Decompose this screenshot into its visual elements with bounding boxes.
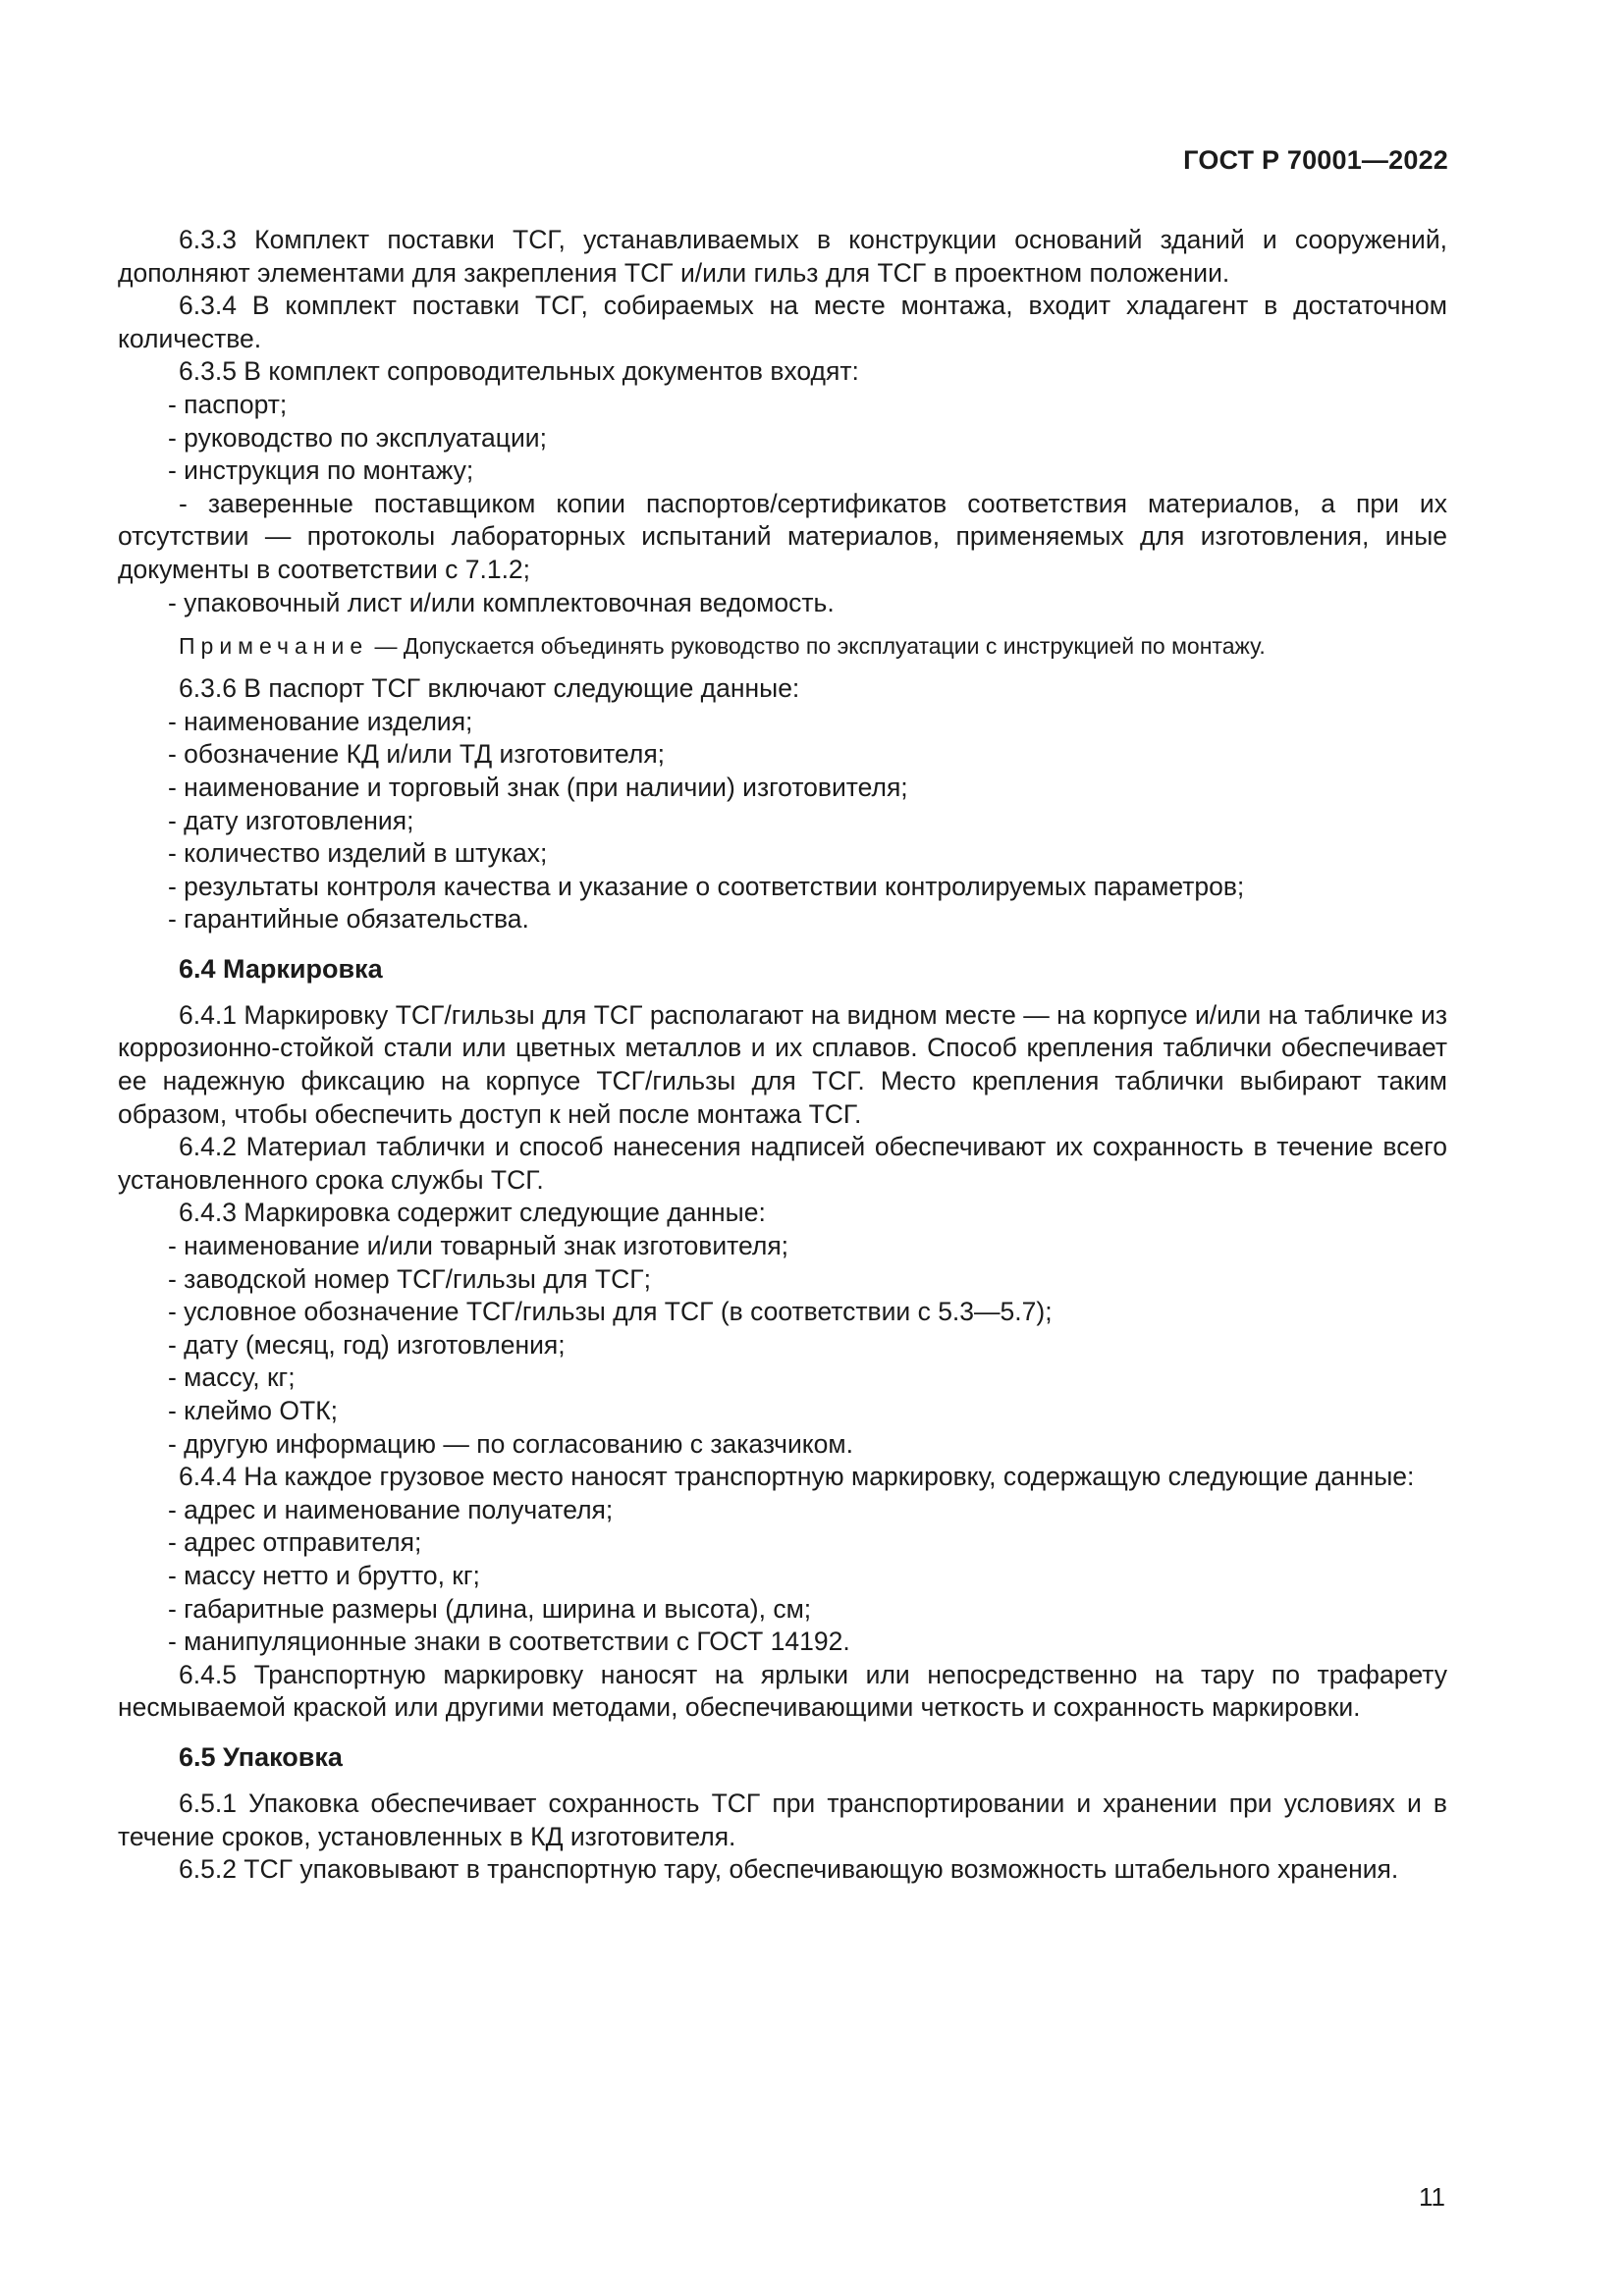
document-body bbox=[118, 224, 1447, 1887]
paragraph-6-4-3: 6.4.3 Маркировка содержит следующие данные: bbox=[179, 1198, 766, 1228]
paragraph-6-4-2: 6.4.2 Материал таблички и способ нанесения надписей обеспечивают их сохранность в течение всего установленного срока службы ТСГ. bbox=[118, 1132, 1447, 1195]
page-number: 11 bbox=[1419, 2182, 1445, 2212]
list-item: - наименование и/или товарный знак изготовителя; bbox=[168, 1231, 789, 1261]
paragraph-6-3-3: 6.3.3 Комплект поставки ТСГ, устанавливаемых в конструкции оснований зданий и сооружений, дополняют элементами для закрепления ТСГ и/или гильз для ТСГ в проектном положении. bbox=[118, 225, 1447, 288]
list-item: - гарантийные обязательства. bbox=[168, 904, 529, 934]
list-item: - дату (месяц, год) изготовления; bbox=[168, 1329, 566, 1360]
section-heading-6-4: 6.4 Маркировка bbox=[179, 953, 383, 984]
list-item: - паспорт; bbox=[168, 389, 288, 419]
list-item: - наименование изделия; bbox=[168, 706, 473, 736]
list-item: - результаты контроля качества и указание о соответствии контролируемых параметров; bbox=[168, 871, 1245, 901]
list-item: - количество изделий в штуках; bbox=[168, 838, 548, 869]
list-item: - дату изготовления; bbox=[168, 805, 414, 835]
list-item: - заводской номер ТСГ/гильзы для ТСГ; bbox=[168, 1263, 651, 1294]
list-item: - габаритные размеры (длина, ширина и высота), см; bbox=[168, 1593, 812, 1624]
list-item: - наименование и торговый знак (при наличии) изготовителя; bbox=[168, 772, 908, 802]
paragraph-6-4-5: 6.4.5 Транспортную маркировку наносят на ярлыки или непосредственно на тару по трафарету несмываемой краской или другими методами, обеспечивающими четкость и сохранность маркировки. bbox=[118, 1659, 1447, 1723]
list-item: - другую информацию — по согласованию с заказчиком. bbox=[168, 1428, 853, 1459]
list-item: - массу, кг; bbox=[168, 1362, 296, 1393]
list-item: - упаковочный лист и/или комплектовочная ведомость. bbox=[168, 587, 835, 617]
list-item: - инструкция по монтажу; bbox=[168, 455, 474, 486]
paragraph-6-3-6: 6.3.6 В паспорт ТСГ включают следующие данные: bbox=[179, 673, 800, 704]
list-item: - руководство по эксплуатации; bbox=[168, 422, 547, 453]
list-item: - адрес и наименование получателя; bbox=[168, 1494, 614, 1524]
list-item: - условное обозначение ТСГ/гильзы для ТСГ (в соответствии с 5.3—5.7); bbox=[168, 1297, 1053, 1327]
section-heading-6-5: 6.5 Упаковка bbox=[179, 1741, 343, 1772]
note-text: — Допускается объединять руководство по эксплуатации с инструкцией по монтажу. bbox=[368, 633, 1266, 660]
paragraph-6-5-1: 6.5.1 Упаковка обеспечивает сохранность ТСГ при транспортировании и хранении при условиях и в течение сроков, установленных в КД изготовителя. bbox=[118, 1788, 1447, 1851]
note bbox=[179, 631, 1447, 661]
list-item: - массу нетто и брутто, кг; bbox=[168, 1560, 480, 1590]
list-item-long: - заверенные поставщиком копии паспортов/сертификатов соответствия материалов, а при их отсутствии — протоколы лабораторных испытаний материалов, применяемых для изготовления, иные документы в соответствии с 7.1.2; bbox=[118, 488, 1447, 584]
list-item: - обозначение КД и/или ТД изготовителя; bbox=[168, 739, 666, 770]
document-code-header: ГОСТ Р 70001—2022 bbox=[1183, 145, 1448, 175]
paragraph-6-3-5: 6.3.5 В комплект сопроводительных документов входят: bbox=[179, 356, 859, 387]
list-item: - манипуляционные знаки в соответствии с ГОСТ 14192. bbox=[168, 1627, 850, 1657]
note-label: Примечание bbox=[179, 633, 369, 660]
list-item: - адрес отправителя; bbox=[168, 1527, 422, 1558]
list-item: - клеймо ОТК; bbox=[168, 1396, 339, 1425]
paragraph-6-4-1: 6.4.1 Маркировку ТСГ/гильзы для ТСГ располагают на видном месте — на корпусе и/или на табличке из коррозионно-стойкой стали или цветных металлов и их сплавов. Способ крепления таблички обеспечивает ее надежную фиксацию на корпусе ТСГ/гильзы для ТСГ. Место крепления таблички выбирают таким образом, чтобы обеспечить доступ к ней после монтажа ТСГ. bbox=[118, 999, 1447, 1129]
paragraph-6-4-4: 6.4.4 На каждое грузовое место наносят транспортную маркировку, содержащую следующие данные: bbox=[179, 1462, 1415, 1492]
paragraph-6-5-2: 6.5.2 ТСГ упаковывают в транспортную тару, обеспечивающую возможность штабельного хранения. bbox=[179, 1854, 1399, 1885]
paragraph-6-3-4: 6.3.4 В комплект поставки ТСГ, собираемых на месте монтажа, входит хладагент в достаточном количестве. bbox=[118, 291, 1447, 353]
